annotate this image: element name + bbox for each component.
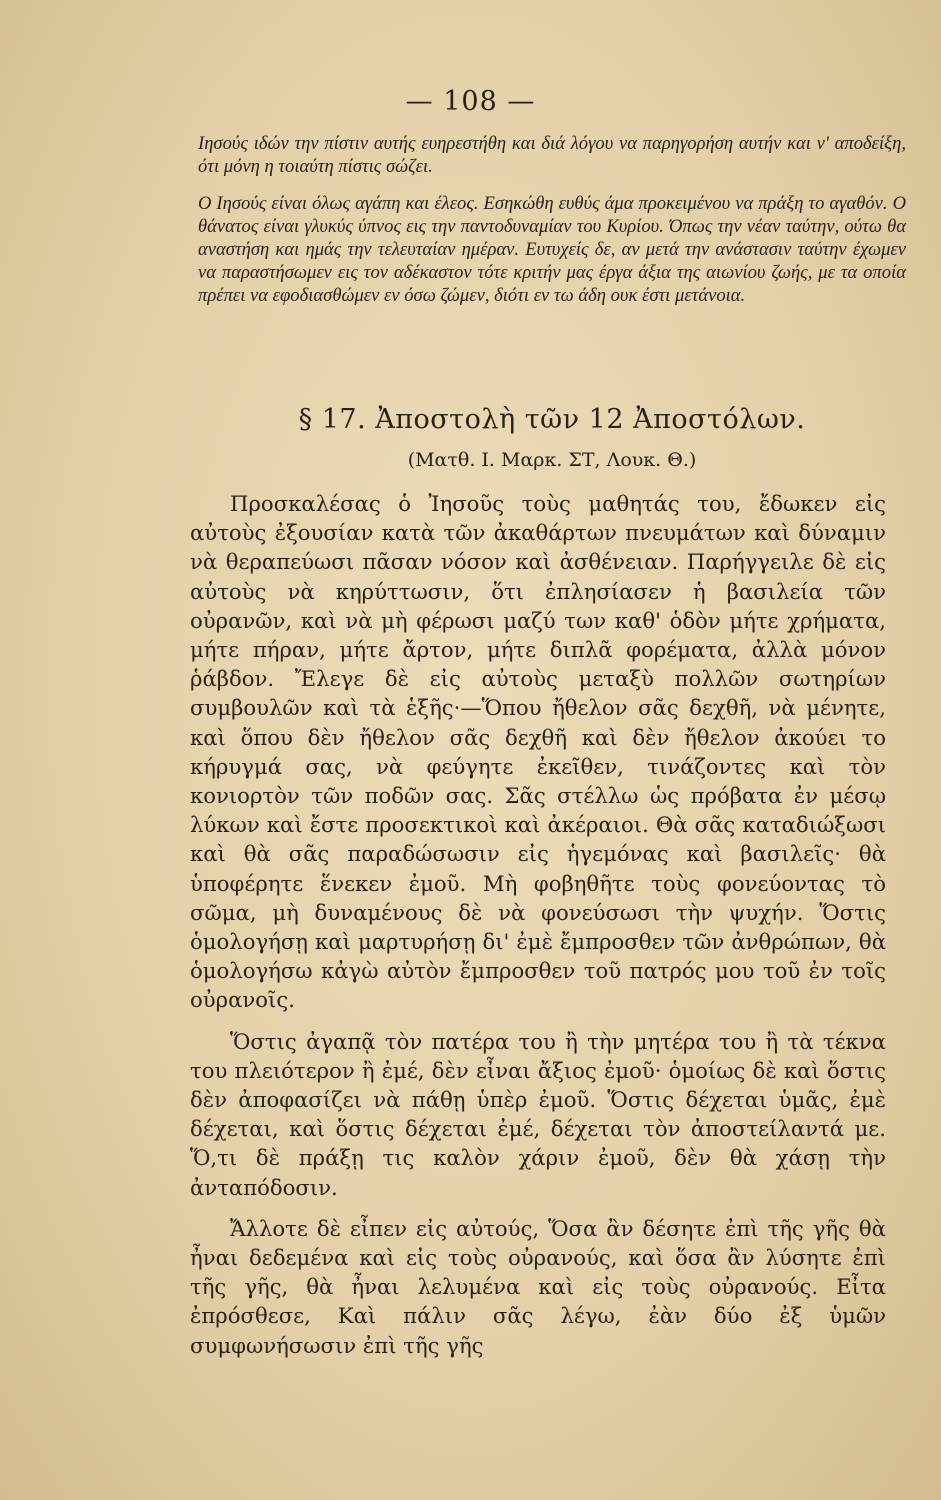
upper-paragraph: Ιησούς ιδών την πίστιν αυτής ευηρεστήθη και διά λόγου να παρηγορήση αυτήν και ν' αποδείξη, ότι μόνη η τοιαύτη πίστις σώζει.: [198, 133, 906, 177]
previous-section-text: [198, 132, 906, 307]
section-title: § 17. Ἀποστολὴ τῶν 12 Ἀποστόλων.: [298, 404, 806, 435]
body-paragraph: Ἄλλοτε δὲ εἶπεν εἰς αὐτούς, Ὅσα ἂν δέσητε ἐπὶ τῆς γῆς θὰ ἦναι δεδεμένα καὶ εἰς τοὺς οὐρανούς, καὶ ὅσα ἂν λύσητε ἐπὶ τῆς γῆς, θὰ ἦναι λελυμένα καὶ εἰς τοὺς οὐρανούς. Εἶτα ἐπρόσθεσε, Καὶ πάλιν σᾶς λέγω, ἐὰν δύο ἐξ ὑμῶν συμφωνήσωσιν ἐπὶ τῆς γῆς: [190, 1215, 886, 1358]
body-paragraph: Προσκαλέσας ὁ Ἰησοῦς τοὺς μαθητάς του, ἔδωκεν εἰς αὐτοὺς ἐξουσίαν κατὰ τῶν ἀκαθάρτων πνευμάτων καὶ δύναμιν νὰ θεραπεύωσι πᾶσαν νόσον καὶ ἀσθένειαν. Παρήγγειλε δὲ εἰς αὐτοὺς νὰ κηρύττωσιν, ὅτι ἐπλησίασεν ἡ βασιλεία τῶν οὐρανῶν, καὶ νὰ μὴ φέρωσι μαζύ των καθ' ὁδὸν μήτε χρήματα, μήτε πήραν, μήτε ἄρτον, μήτε διπλᾶ φορέματα, ἀλλὰ μόνον ῥάβδον. Ἔλεγε δὲ εἰς αὐτοὺς μεταξὺ πολλῶν σωτηρίων συμβουλῶν καὶ τὰ ἑξῆς·—Ὅπου ἤθελον σᾶς δεχθῆ, νὰ μένητε, καὶ ὅπου δὲν ἤθελον σᾶς δεχθῆ καὶ δὲν ἤθελον ἀκούει το κήρυγμά σας, νὰ φεύγητε ἐκεῖθεν, τινάζοντες καὶ τὸν κονιορτὸν τῶν ποδῶν σας. Σᾶς στέλλω ὡς πρόβατα ἐν μέσῳ λύκων καὶ ἔστε προσεκτικοὶ καὶ ἀκέραιοι. Θὰ σᾶς καταδιώξωσι καὶ θὰ σᾶς παραδώσωσιν εἰς ἡγεμόνας καὶ βασιλεῖς· θὰ ὑποφέρητε ἕνεκεν ἐμοῦ. Μὴ φοβηθῆτε τοὺς φονεύοντας τὸ σῶμα, μὴ δυναμένους δὲ νὰ φονεύσωσι τὴν ψυχήν. Ὅστις ὁμολογήσῃ καὶ μαρτυρήσῃ δι' ἐμὲ ἔμπροσθεν τῶν ἀνθρώπων, θὰ ὁμολογήσω κἀγὼ αὐτὸν ἔμπροσθεν τοῦ πατρός μου τοῦ ἐν τοῖς οὐρανοῖς.: [190, 491, 886, 1013]
body-paragraph: Ὅστις ἀγαπᾷ τὸν πατέρα του ἢ τὴν μητέρα του ἢ τὰ τέκνα του πλειότερον ἢ ἐμέ, δὲν εἶναι ἄξιος ἐμοῦ· ὁμοίως δὲ καὶ ὅστις δὲν ἀποφασίζει νὰ πάθῃ ὑπὲρ ἐμοῦ. Ὅστις δέχεται ὑμᾶς, ἐμὲ δέχεται, καὶ ὅστις δέχεται ἐμέ, δέχεται τὸν ἀποστείλαντά με. Ὅ,τι δὲ πράξῃ τις καλὸν χάριν ἐμοῦ, δὲν θὰ χάσῃ τὴν ἀνταπόδοσιν.: [190, 1028, 886, 1200]
page-number: — 108 —: [405, 86, 536, 117]
upper-paragraph: Ο Ιησούς είναι όλως αγάπη και έλεος. Εσηκώθη ευθύς άμα προκειμένου να πράξη το αγαθόν. Ο θάνατος είναι γλυκύς ύπνος εις την παντοδυναμίαν του Κυρίου. Όπως την νέαν ταύτην, ούτω θα αναστήση και ημάς την τελευταίαν ημέραν. Ευτυχείς δε, αν μετά την ανάστασιν ταύτην έχωμεν να παραστήσωμεν εις τον αδέκαστον τότε κριτήν μας έργα άξια της αιωνίου ζωής, με τα οποία πρέπει να εφοδιασθώμεν εν όσω ζώμεν, διότι εν τω άδη ουκ έστι μετάνοια.: [198, 193, 906, 306]
section-body: [190, 489, 886, 1360]
section-subtitle: (Ματθ. Ι. Μαρκ. ΣΤ, Λουκ. Θ.): [407, 449, 697, 471]
